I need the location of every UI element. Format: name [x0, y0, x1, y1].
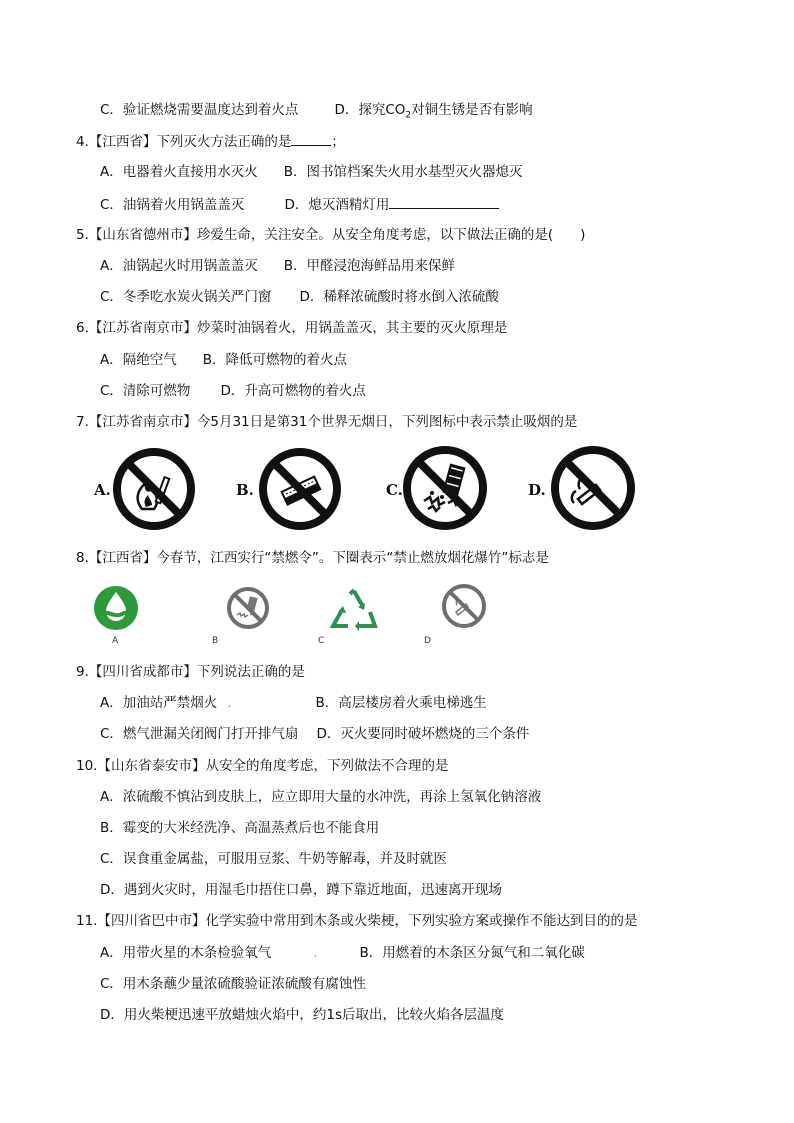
q3-option-row-cd	[100, 100, 533, 126]
no-matches-sign-icon	[258, 447, 342, 531]
q6-option-d: D．升高可燃物的着火点	[220, 383, 366, 399]
q5-stem: 5.【山东省德州市】珍爱生命，关注安全。从安全角度考虑，以下做法正确的是( )	[76, 227, 586, 243]
q8-label-c: C	[318, 636, 325, 646]
q5-option-a: A．油锅起火时用锅盖盖灭	[100, 258, 258, 274]
q3-option-c: C．验证燃烧需要温度达到着火点	[100, 102, 299, 118]
recycling-sign-icon	[328, 586, 380, 634]
q7-stem: 7.【江苏省南京市】今5月31日是第31个世界无烟日，下列图标中表示禁止吸烟的是	[76, 414, 578, 430]
q10-option-c: C．误食重金属盐，可服用豆浆、牛奶等解毒，并及时就医	[100, 851, 447, 867]
q8-figure-signs	[92, 582, 512, 652]
q10-stem: 10.【山东省泰安市】从安全的角度考虑，下列做法不合理的是	[76, 758, 449, 774]
q9-option-d: D．灭火要同时破坏燃烧的三个条件	[316, 726, 530, 742]
q8-label-b: B	[212, 636, 219, 646]
q10-option-a: A．浓硫酸不慎沾到皮肤上，应立即用大量的水冲洗，再涂上氢氧化钠溶液	[100, 789, 542, 805]
q6-option-c: C．清除可燃物	[100, 383, 191, 399]
q6-option-row-cd	[100, 381, 366, 401]
q4-option-row-ab	[100, 162, 523, 182]
q6-option-row-ab	[100, 350, 347, 370]
q4-option-c: C．油锅着火用锅盖盖灭	[100, 197, 245, 213]
q11-option-b: B．用燃着的木条区分氮气和二氧化碳	[359, 945, 585, 961]
q8-label-a: A	[112, 636, 119, 646]
q9-stem: 9.【四川省成都市】下列说法正确的是	[76, 664, 305, 680]
answer-blank	[291, 131, 331, 146]
q8-label-d: D	[424, 636, 431, 646]
q4-stem: 4.【江西省】下列灭火方法正确的是 ；	[76, 131, 345, 152]
q11-option-a: A．用带火星的木条检验氧气	[100, 945, 272, 961]
q4-option-b: B．图书馆档案失火用水基型灭火器熄灭	[283, 164, 523, 180]
q9-option-row-ab	[100, 693, 487, 713]
no-smoking-sign-icon	[550, 445, 636, 531]
q11-option-row-ab	[100, 943, 585, 963]
q5-option-row-ab	[100, 256, 455, 276]
q6-option-b: B．降低可燃物的着火点	[202, 352, 348, 368]
q4-option-d: D．熄灭酒精灯用	[284, 197, 390, 213]
q7-label-a: A.	[94, 481, 111, 499]
q8-stem: 8.【江西省】今春节，江西实行“禁燃令”。下圈表示“禁止燃放烟花爆竹”标志是	[76, 550, 549, 566]
q4-option-row-cd	[100, 194, 499, 215]
q6-option-a: A．隔绝空气	[100, 352, 177, 368]
q7-label-c: C.	[386, 481, 403, 499]
q9-option-b: B．高层楼房着火乘电梯逃生	[315, 695, 487, 711]
no-open-flame-sign-icon	[112, 447, 196, 531]
q4-option-a: A．电器着火直接用水灭火	[100, 164, 258, 180]
q9-option-a: A．加油站严禁烟火	[100, 695, 218, 711]
stray-dot: .	[227, 695, 232, 711]
q3-option-d: D．探究$CO_2$对铜生锈是否有影响	[334, 102, 533, 121]
answer-blank	[389, 194, 499, 209]
q5-option-c: C．冬季吃水炭火锅关严门窗	[100, 289, 272, 305]
water-saving-sign-icon	[92, 584, 140, 632]
q6-stem: 6.【江苏省南京市】炒菜时油锅着火，用锅盖盖灭，其主要的灭火原理是	[76, 320, 508, 336]
q10-option-d: D．遇到火灾时，用湿毛巾捂住口鼻，蹲下靠近地面，迅速离开现场	[100, 882, 502, 898]
q11-option-c: C．用木条蘸少量浓硫酸验证浓硫酸有腐蚀性	[100, 976, 366, 992]
q9-option-row-cd	[100, 724, 529, 744]
q9-option-c: C．燃气泄漏关闭阀门打开排气扇	[100, 726, 299, 742]
no-smoking-small-sign-icon	[440, 582, 488, 630]
q5-option-d: D．稀释浓硫酸时将水倒入浓硫酸	[299, 289, 499, 305]
q7-figure-no-smoking-signs	[90, 445, 650, 535]
no-fireworks-sign-icon	[402, 445, 488, 531]
q5-option-row-cd	[100, 287, 499, 307]
q5-option-b: B．甲醛浸泡海鲜品用来保鲜	[283, 258, 456, 274]
q7-label-d: D.	[528, 481, 546, 499]
stray-dot: .	[313, 945, 318, 961]
q11-option-d: D．用火柴梗迅速平放蜡烛火焰中，约1s后取出，比较火焰各层温度	[100, 1007, 505, 1023]
no-fireworks-small-sign-icon	[226, 586, 270, 630]
q10-option-b: B．霉变的大米经洗净、高温蒸煮后也不能食用	[100, 820, 380, 836]
q11-stem: 11.【四川省巴中市】化学实验中常用到木条或火柴梗，下列实验方案或操作不能达到目的的是	[76, 913, 638, 929]
q7-label-b: B.	[236, 481, 254, 499]
